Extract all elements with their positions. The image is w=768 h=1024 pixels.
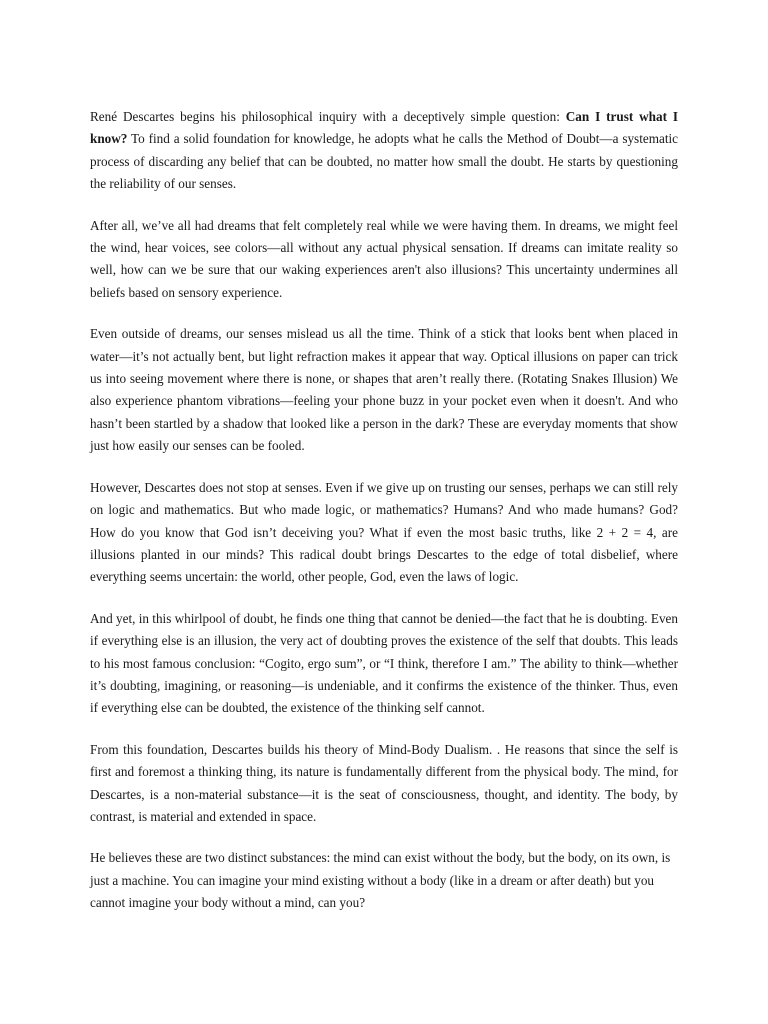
paragraph-dreams: After all, we’ve all had dreams that felt completely real while we were having them. In dreams, we might feel the wind, hear voices, see colors—all without any actual physical sensation. If dreams can imitate reality so well, how can we be sure that our waking experiences aren't also illusions? This uncertainty undermines all beliefs based on sensory experience. xyxy=(90,217,678,300)
paragraph-logic-and-mathematics: However, Descartes does not stop at senses. Even if we give up on trusting our senses, perhaps we can still rely on logic and mathematics. But who made logic, or mathematics? Humans? And who made humans? God? How do you know that God isn’t deceiving you? What if even the most basic truths, like 2 + 2 = 4, are illusions planted in our minds? This radical doubt brings Descartes to the edge of total disbelief, where everything seems uncertain: the world, other people, God, even the laws of logic. xyxy=(90,479,678,585)
paragraph-method-of-doubt xyxy=(90,106,678,196)
paragraph-cogito: And yet, in this whirlpool of doubt, he finds one thing that cannot be denied—the fact that he is doubting. Even if everything else is an illusion, the very act of doubting proves the existence of the self that doubts. This leads to his most famous conclusion: “Cogito, ergo sum”, or “I think, therefore I am.” The ability to think—whether it’s doubting, imagining, or reasoning—is undeniable, and it confirms the existence of the thinker. Thus, even if everything else can be doubted, the existence of the thinking self cannot. xyxy=(90,610,678,716)
key-question-bold: Can I trust what I know? xyxy=(90,109,678,147)
paragraph-mind-body-dualism: From this foundation, Descartes builds his theory of Mind-Body Dualism. . He reasons that since the self is first and foremost a thinking thing, its nature is fundamentally different from the physical body. The mind, for Descartes, is a non-material substance—it is the seat of consciousness, thought, and identity. The body, by contrast, is material and extended in space. xyxy=(90,741,678,824)
document-page xyxy=(90,106,678,934)
paragraph-senses-mislead: Even outside of dreams, our senses mislead us all the time. Think of a stick that looks bent when placed in water—it’s not actually bent, but light refraction makes it appear that way. Optical illusions on paper can trick us into seeing movement where there is none, or shapes that aren’t really there. (Rotating Snakes Illusion) We also experience phantom vibrations—feeling your phone buzz in your pocket even when it doesn't. And who hasn’t been startled by a shadow that looked like a person in the dark? These are everyday moments that show just how easily our senses can be fooled. xyxy=(90,326,678,454)
paragraph-lead-text: René Descartes begins his philosophical inquiry with a deceptively simple question: xyxy=(90,109,566,124)
paragraph-distinct-substances: He believes these are two distinct substances: the mind can exist without the body, but the body, on its own, is just a machine. You can imagine your mind existing without a body (like in a dream or after death) but you cannot imagine your body without a mind, can you? xyxy=(90,850,671,911)
paragraph-rest-text: To find a solid foundation for knowledge, he adopts what he calls the Method of Doubt—a systematic process of discarding any belief that can be doubted, no matter how small the doubt. He starts by questioning the reliability of our senses. xyxy=(90,131,678,192)
